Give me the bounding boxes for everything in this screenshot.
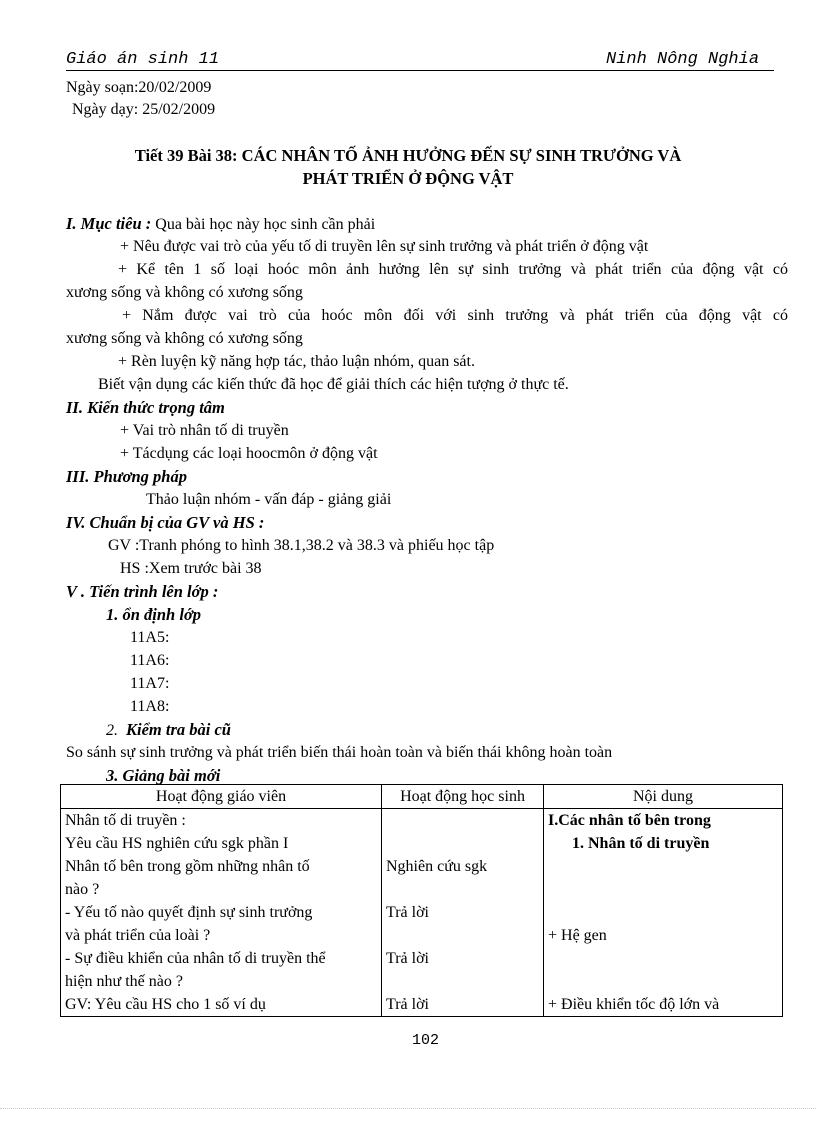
content-line <box>548 878 778 901</box>
content-line: + Điều khiển tốc độ lớn và <box>548 996 720 1013</box>
student-line: Trả lời <box>386 950 429 967</box>
teacher-prep: GV :Tranh phóng to hình 38.1,38.2 và 38.3 và phiếu học tập <box>108 537 495 554</box>
objective-4: + Rèn luyện kỹ năng hợp tác, thảo luận nhóm, quan sát. <box>118 353 475 370</box>
lesson-title-line2: PHÁT TRIỂN Ở ĐỘNG VẬT <box>302 169 514 188</box>
header-teacher-activity: Hoạt động giáo viên <box>61 785 382 809</box>
student-line <box>386 809 539 832</box>
student-line <box>386 832 539 855</box>
student-line: Nghiên cứu sgk <box>386 858 488 875</box>
teacher-line: hiện như thế nào ? <box>65 973 183 990</box>
teacher-line: Yêu cầu HS nghiên cứu sgk phần I <box>65 835 289 852</box>
class-11a6: 11A6: <box>130 652 170 669</box>
content-line <box>548 947 778 970</box>
student-line <box>386 924 539 947</box>
content-line: + Hệ gen <box>548 927 607 944</box>
method-text: Thảo luận nhóm - vấn đáp - giảng giải <box>146 491 392 508</box>
student-activity-cell <box>382 809 544 1017</box>
objective-2-line2: xương sống và không có xương sống <box>66 284 303 301</box>
header-rule <box>66 70 774 71</box>
section1 <box>66 213 375 236</box>
subsection-2-title: Kiểm tra bài cũ <box>126 720 231 739</box>
taught-date: Ngày dạy: 25/02/2009 <box>72 101 216 118</box>
teacher-line: - Yếu tố nào quyết định sự sinh trưởng <box>65 904 313 921</box>
subsection-2-number: 2. <box>106 722 118 739</box>
content-line <box>548 970 778 993</box>
subsection-3: 3. Giảng bài mới <box>106 766 221 785</box>
class-11a8: 11A8: <box>130 698 170 715</box>
content-subheading: 1. Nhân tố di truyền <box>572 835 710 852</box>
teacher-line: GV: Yêu cầu HS cho 1 số ví dụ <box>65 996 266 1013</box>
teacher-line: và phát triển của loài ? <box>65 927 211 944</box>
teacher-line: Nhân tố bên trong gồm những nhân tố <box>65 858 310 875</box>
section1-heading: I. Mục tiêu : <box>66 214 152 233</box>
lesson-table <box>60 784 783 1017</box>
header-content: Nội dung <box>544 785 783 809</box>
student-line: Trả lời <box>386 904 429 921</box>
objective-1: + Nêu được vai trò của yếu tố di truyền lên sự sinh trưởng và phát triển ở động vật <box>120 238 649 255</box>
section3-heading: III. Phương pháp <box>66 467 187 486</box>
content-heading: I.Các nhân tố bên trong <box>548 812 711 829</box>
key-knowledge-2: + Tácdụng các loại hoocmôn ở động vật <box>120 445 378 462</box>
subsection-2 <box>106 719 231 742</box>
page-edge-rule <box>0 1108 816 1109</box>
teacher-line: nào ? <box>65 881 100 898</box>
student-prep: HS :Xem trước bài 38 <box>120 560 262 577</box>
teacher-line: - Sự điều khiển của nhân tố di truyền thể <box>65 950 326 967</box>
class-11a5: 11A5: <box>130 629 170 646</box>
content-line <box>548 855 778 878</box>
content-line <box>548 901 778 924</box>
header-left: Giáo án sinh 11 <box>66 50 220 69</box>
prepared-date: Ngày soạn:20/02/2009 <box>66 79 212 96</box>
objective-5: Biết vận dụng các kiến thức đã học để giải thích các hiện tượng ở thực tế. <box>98 376 569 393</box>
section5-heading: V . Tiến trình lên lớp : <box>66 582 219 601</box>
student-line <box>386 878 539 901</box>
table-body <box>61 809 783 1017</box>
lesson-title-line1: Tiết 39 Bài 38: CÁC NHÂN TỐ ẢNH HƯỞNG ĐẾN SỰ SINH TRƯỞNG VÀ <box>134 146 682 165</box>
objective-2-line1: + Kể tên 1 số loại hoóc môn ảnh hưởng lên sự sinh trưởng và phát triển của động vật có <box>118 261 788 278</box>
teacher-activity-cell <box>61 809 382 1017</box>
content-cell <box>544 809 783 1017</box>
objective-3-line1: + Nắm được vai trò của hoóc môn đối với sinh trưởng và phát triển của động vật có <box>122 307 788 324</box>
teacher-line: Nhân tố di truyền : <box>65 812 186 829</box>
student-line <box>386 970 539 993</box>
section1-intro: Qua bài học này học sinh cần phải <box>151 216 376 233</box>
subsection-1: 1. ổn định lớp <box>106 605 202 624</box>
header-right: Ninh Nông Nghia <box>606 50 760 69</box>
student-line: Trả lời <box>386 996 429 1013</box>
review-question: So sánh sự sinh trưởng và phát triển biến thái hoàn toàn và biến thái không hoàn toàn <box>66 744 613 761</box>
page-number: 102 <box>412 1032 440 1049</box>
section4-heading: IV. Chuẩn bị của GV và HS : <box>66 513 265 532</box>
section2-heading: II. Kiến thức trọng tâm <box>66 398 225 417</box>
table-header-row <box>61 785 783 809</box>
header-student-activity: Hoạt động học sinh <box>382 785 544 809</box>
class-11a7: 11A7: <box>130 675 170 692</box>
key-knowledge-1: + Vai trò nhân tố di truyền <box>120 422 289 439</box>
objective-3-line2: xương sống và không có xương sống <box>66 330 303 347</box>
